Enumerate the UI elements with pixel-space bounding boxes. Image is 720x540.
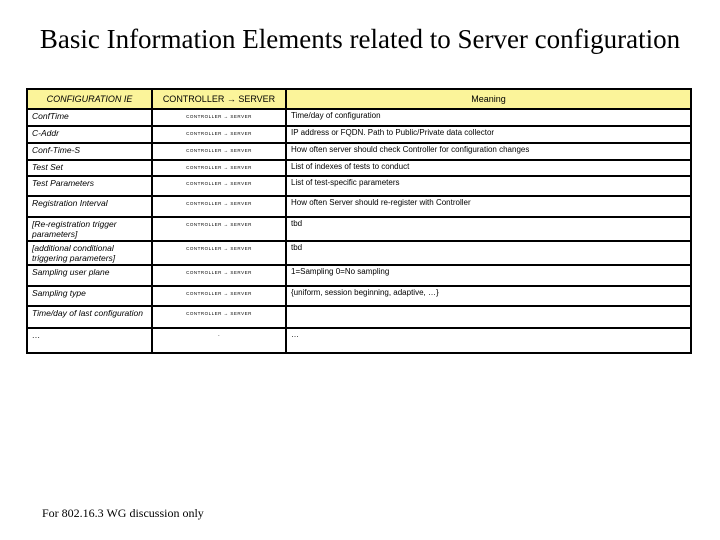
meaning-cell: List of test-specific parameters	[286, 176, 691, 196]
table-row	[27, 160, 691, 176]
ie-cell: Conf-Time-S	[27, 143, 152, 160]
ie-cell: …	[27, 328, 152, 353]
meaning-cell: tbd	[286, 241, 691, 265]
footer-note: For 802.16.3 WG discussion only	[42, 506, 204, 520]
config-ie-table	[26, 88, 692, 354]
direction-cell: CONTROLLER → SERVER	[152, 306, 286, 328]
table-row	[27, 328, 691, 353]
direction-cell: CONTROLLER → SERVER	[152, 109, 286, 126]
table-row	[27, 306, 691, 328]
direction-cell: CONTROLLER → SERVER	[152, 286, 286, 306]
ie-cell: Registration Interval	[27, 196, 152, 217]
meaning-cell	[286, 306, 691, 328]
header-meaning: Meaning	[286, 89, 691, 109]
header-configuration-ie: CONFIGURATION IE	[27, 89, 152, 109]
ie-cell: [Re-registration trigger parameters]	[27, 217, 152, 241]
ie-cell: C-Addr	[27, 126, 152, 143]
table-row	[27, 241, 691, 265]
header-direction: CONTROLLER → SERVER	[152, 89, 286, 109]
table-header-row	[27, 89, 691, 109]
direction-cell: CONTROLLER → SERVER	[152, 176, 286, 196]
table-row	[27, 217, 691, 241]
direction-cell: CONTROLLER → SERVER	[152, 217, 286, 241]
ie-cell: Test Parameters	[27, 176, 152, 196]
ie-cell: Sampling user plane	[27, 265, 152, 286]
ie-cell: ConfTime	[27, 109, 152, 126]
ie-cell: Test Set	[27, 160, 152, 176]
table-row	[27, 176, 691, 196]
direction-cell: CONTROLLER → SERVER	[152, 126, 286, 143]
ie-cell: [additional conditional triggering parameters]	[27, 241, 152, 265]
meaning-cell: IP address or FQDN. Path to Public/Private data collector	[286, 126, 691, 143]
slide-title: Basic Information Elements related to Server configuration	[39, 24, 681, 54]
meaning-cell: {uniform, session beginning, adaptive, …}	[286, 286, 691, 306]
meaning-cell: How often Server should re-register with Controller	[286, 196, 691, 217]
direction-cell: CONTROLLER → SERVER	[152, 143, 286, 160]
table-row	[27, 126, 691, 143]
table-row	[27, 109, 691, 126]
direction-cell: CONTROLLER → SERVER	[152, 160, 286, 176]
direction-cell: -	[152, 328, 286, 353]
meaning-cell: …	[286, 328, 691, 353]
table-row	[27, 143, 691, 160]
table-row	[27, 265, 691, 286]
ie-cell: Time/day of last configuration	[27, 306, 152, 328]
meaning-cell: Time/day of configuration	[286, 109, 691, 126]
meaning-cell: tbd	[286, 217, 691, 241]
meaning-cell: How often server should check Controller for configuration changes	[286, 143, 691, 160]
direction-cell: CONTROLLER → SERVER	[152, 265, 286, 286]
direction-cell: CONTROLLER → SERVER	[152, 241, 286, 265]
meaning-cell: List of indexes of tests to conduct	[286, 160, 691, 176]
table-row	[27, 286, 691, 306]
ie-cell: Sampling type	[27, 286, 152, 306]
table-row	[27, 196, 691, 217]
meaning-cell: 1=Sampling 0=No sampling	[286, 265, 691, 286]
direction-cell: CONTROLLER → SERVER	[152, 196, 286, 217]
